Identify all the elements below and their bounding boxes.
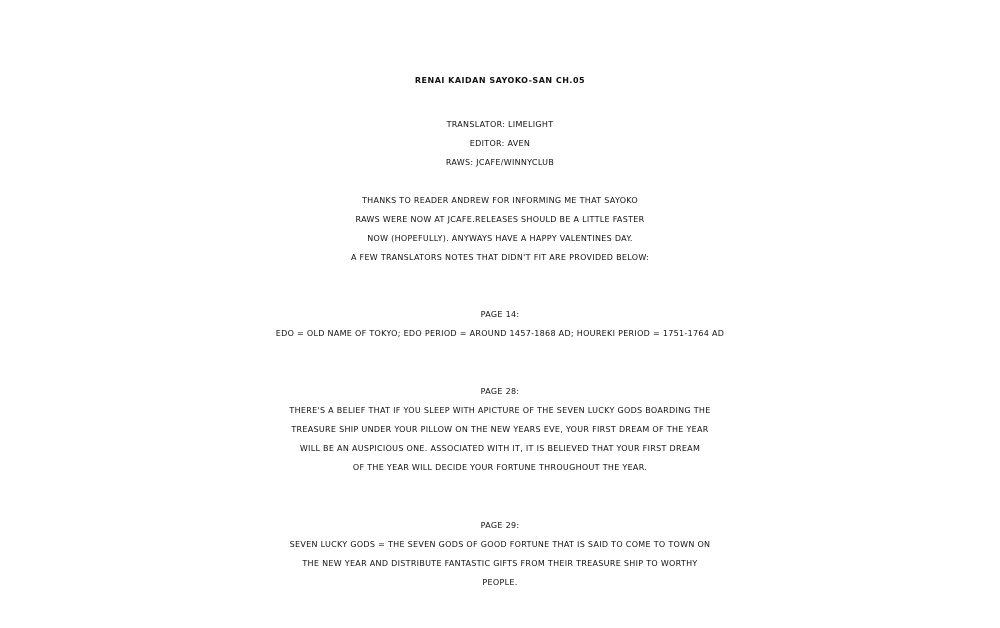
thanks-line: A FEW TRANSLATORS NOTES THAT DIDN'T FIT ARE PROVIDED BELOW:	[350, 253, 650, 262]
thanks-line: RAWS WERE NOW AT JCAFE.RELEASES SHOULD BE A LITTLE FASTER	[355, 215, 645, 224]
editor-credit: EDITOR: AVEN	[469, 139, 531, 148]
note-line: OF THE YEAR WILL DECIDE YOUR FORTUNE THROUGHOUT THE YEAR.	[352, 463, 648, 472]
page-title: RENAI KAIDAN SAYOKO-SAN CH.05	[414, 76, 586, 85]
note-line: SEVEN LUCKY GODS = THE SEVEN GODS OF GOOD FORTUNE THAT IS SAID TO COME TO TOWN ON	[289, 540, 711, 549]
note-line: EDO = OLD NAME OF TOKYO; EDO PERIOD = AROUND 1457-1868 AD; HOUREKI PERIOD = 1751-1764 AD	[275, 329, 725, 338]
note-line: TREASURE SHIP UNDER YOUR PILLOW ON THE NEW YEARS EVE, YOUR FIRST DREAM OF THE YEAR	[291, 425, 709, 434]
note-heading: PAGE 14:	[480, 310, 520, 319]
note-page-14	[0, 305, 1000, 343]
note-line: THE NEW YEAR AND DISTRIBUTE FANTASTIC GIFTS FROM THEIR TREASURE SHIP TO WORTHY	[302, 559, 698, 568]
thanks-paragraph	[0, 191, 1000, 267]
translator-credit: TRANSLATOR: LIMELIGHT	[446, 120, 554, 129]
note-line: THERE'S A BELIEF THAT IF YOU SLEEP WITH APICTURE OF THE SEVEN LUCKY GODS BOARDING THE	[289, 406, 711, 415]
thanks-line: NOW (HOPEFULLY). ANYWAYS HAVE A HAPPY VALENTINES DAY.	[367, 234, 633, 243]
note-page-29	[0, 516, 1000, 592]
note-line: PEOPLE.	[482, 578, 518, 587]
thanks-line: THANKS TO READER ANDREW FOR INFORMING ME THAT SAYOKO	[361, 196, 639, 205]
note-heading: PAGE 28:	[480, 387, 520, 396]
note-line: WILL BE AN AUSPICIOUS ONE. ASSOCIATED WITH IT, IT IS BELIEVED THAT YOUR FIRST DREAM	[299, 444, 701, 453]
note-heading: PAGE 29:	[480, 521, 520, 530]
credits-block	[0, 115, 1000, 172]
raws-credit: RAWS: JCAFE/WINNYCLUB	[445, 158, 555, 167]
note-page-28	[0, 382, 1000, 477]
